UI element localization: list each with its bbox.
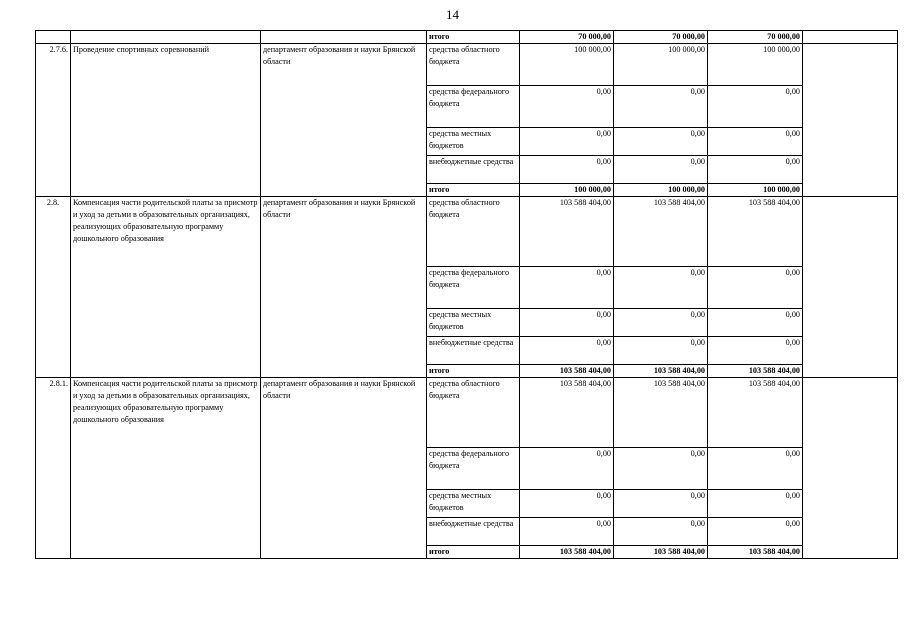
amount-cell: 103 588 404,00	[520, 365, 614, 378]
amount-cell: 0,00	[614, 128, 708, 156]
amount-cell: 100 000,00	[708, 44, 803, 86]
amount-cell: 0,00	[614, 156, 708, 184]
amount-cell: 0,00	[614, 309, 708, 337]
amount-cell: 0,00	[520, 490, 614, 518]
amount-cell: 0,00	[520, 337, 614, 365]
funding-source-cell: средства федерального бюджета	[427, 267, 520, 309]
amount-cell: 103 588 404,00	[614, 197, 708, 267]
funding-source-cell: внебюджетные средства	[427, 518, 520, 546]
amount-cell: 0,00	[708, 156, 803, 184]
funding-source-cell: итого	[427, 365, 520, 378]
amount-cell: 0,00	[520, 448, 614, 490]
executor-cell: департамент образования и науки Брянской области	[261, 197, 427, 378]
amount-cell: 103 588 404,00	[520, 546, 614, 559]
amount-cell: 100 000,00	[614, 184, 708, 197]
amount-cell: 100 000,00	[708, 184, 803, 197]
amount-cell: 103 588 404,00	[614, 546, 708, 559]
amount-cell: 70 000,00	[614, 31, 708, 44]
empty-cell	[803, 378, 898, 559]
table-row	[36, 378, 898, 448]
row-number-cell: 2.8.1.	[36, 378, 71, 559]
funding-source-cell: средства областного бюджета	[427, 378, 520, 448]
amount-cell: 0,00	[708, 309, 803, 337]
amount-cell: 103 588 404,00	[614, 378, 708, 448]
amount-cell: 0,00	[614, 490, 708, 518]
funding-source-cell: внебюджетные средства	[427, 156, 520, 184]
amount-cell: 0,00	[520, 309, 614, 337]
amount-cell: 70 000,00	[520, 31, 614, 44]
empty-cell	[803, 44, 898, 197]
amount-cell: 0,00	[614, 518, 708, 546]
measure-name-cell: Компенсация части родительской платы за присмотр и уход за детьми в образовательных организациях, реализующих образовательную программу дошкольного образования	[71, 197, 261, 378]
funding-source-cell: итого	[427, 31, 520, 44]
amount-cell: 0,00	[708, 337, 803, 365]
amount-cell: 0,00	[520, 128, 614, 156]
amount-cell: 103 588 404,00	[520, 378, 614, 448]
budget-table	[35, 30, 898, 559]
amount-cell: 100 000,00	[520, 44, 614, 86]
row-number-cell: 2.7.6.	[36, 44, 71, 197]
funding-source-cell: итого	[427, 546, 520, 559]
amount-cell: 103 588 404,00	[708, 378, 803, 448]
table-row	[36, 197, 898, 267]
measure-name-cell	[71, 31, 261, 44]
amount-cell: 0,00	[614, 448, 708, 490]
amount-cell: 0,00	[708, 490, 803, 518]
funding-source-cell: средства федерального бюджета	[427, 86, 520, 128]
amount-cell: 0,00	[708, 267, 803, 309]
funding-source-cell: средства федерального бюджета	[427, 448, 520, 490]
empty-cell	[803, 197, 898, 378]
amount-cell: 103 588 404,00	[708, 365, 803, 378]
page-number: 14	[446, 7, 459, 22]
amount-cell: 100 000,00	[614, 44, 708, 86]
amount-cell: 103 588 404,00	[708, 197, 803, 267]
measure-name-cell: Проведение спортивных соревнований	[71, 44, 261, 197]
amount-cell: 70 000,00	[708, 31, 803, 44]
amount-cell: 0,00	[708, 128, 803, 156]
funding-source-cell: средства местных бюджетов	[427, 309, 520, 337]
executor-cell: департамент образования и науки Брянской области	[261, 378, 427, 559]
amount-cell: 0,00	[708, 518, 803, 546]
funding-source-cell: внебюджетные средства	[427, 337, 520, 365]
row-number-cell	[36, 31, 71, 44]
amount-cell: 0,00	[520, 156, 614, 184]
amount-cell: 0,00	[520, 86, 614, 128]
amount-cell: 103 588 404,00	[520, 197, 614, 267]
table-row	[36, 44, 898, 86]
measure-name-cell: Компенсация части родительской платы за присмотр и уход за детьми в образовательных организациях, реализующих образовательную программу дошкольного образования	[71, 378, 261, 559]
funding-source-cell: средства областного бюджета	[427, 197, 520, 267]
amount-cell: 100 000,00	[520, 184, 614, 197]
amount-cell: 103 588 404,00	[708, 546, 803, 559]
empty-cell	[803, 31, 898, 44]
amount-cell: 0,00	[520, 267, 614, 309]
amount-cell: 0,00	[614, 86, 708, 128]
amount-cell: 0,00	[614, 337, 708, 365]
table-row	[36, 31, 898, 44]
executor-cell: департамент образования и науки Брянской области	[261, 44, 427, 197]
row-number-cell: 2.8.	[36, 197, 71, 378]
amount-cell: 0,00	[708, 86, 803, 128]
amount-cell: 0,00	[708, 448, 803, 490]
amount-cell: 103 588 404,00	[614, 365, 708, 378]
executor-cell	[261, 31, 427, 44]
funding-source-cell: средства местных бюджетов	[427, 128, 520, 156]
amount-cell: 0,00	[520, 518, 614, 546]
amount-cell: 0,00	[614, 267, 708, 309]
funding-source-cell: средства местных бюджетов	[427, 490, 520, 518]
funding-source-cell: итого	[427, 184, 520, 197]
funding-source-cell: средства областного бюджета	[427, 44, 520, 86]
